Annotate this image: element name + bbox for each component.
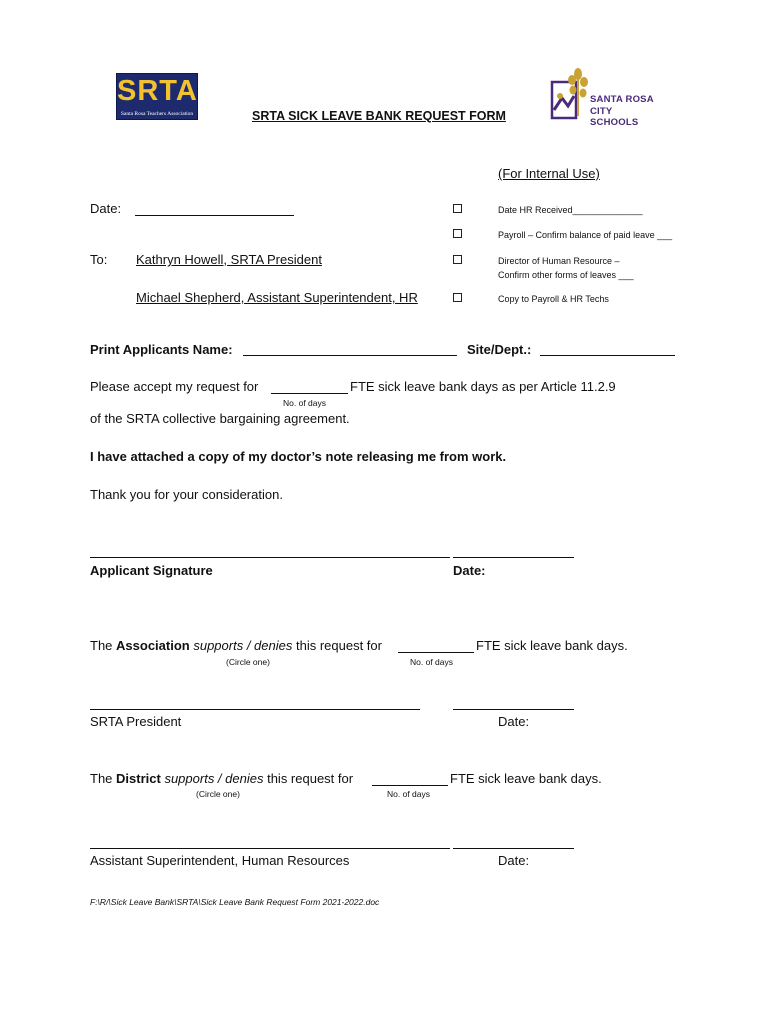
recipient-srta-president: Kathryn Howell, SRTA President <box>136 252 322 267</box>
santa-rosa-logo-line2: CITY SCHOOLS <box>590 106 639 128</box>
district-post: FTE sick leave bank days. <box>450 771 602 786</box>
srta-president-label: SRTA President <box>90 714 182 729</box>
checkbox-director-hr[interactable] <box>453 255 462 264</box>
site-dept-label: Site/Dept.: <box>467 342 532 357</box>
to-label: To: <box>90 252 108 267</box>
srta-president-date-line[interactable] <box>453 709 574 710</box>
applicant-name-field-line[interactable] <box>243 355 457 356</box>
asst-superintendent-date-label: Date: <box>498 853 530 868</box>
srta-logo-subtext: Santa Rosa Teachers Association <box>120 111 194 117</box>
doctor-note-statement: I have attached a copy of my doctor’s note releasing me from work. <box>90 449 507 464</box>
request-text-start: Please accept my request for <box>90 379 259 394</box>
form-title: SRTA SICK LEAVE BANK REQUEST FORM <box>252 109 506 123</box>
association-circle-one: (Circle one) <box>226 657 270 667</box>
district-mid: this request for <box>267 771 354 786</box>
association-post: FTE sick leave bank days. <box>476 638 628 653</box>
internal-item-director-hr: Director of Human Resource – <box>498 256 620 266</box>
request-text-line2: of the SRTA collective bargaining agreement. <box>90 411 350 426</box>
site-dept-field-line[interactable] <box>540 355 675 356</box>
asst-superintendent-label: Assistant Superintendent, Human Resources <box>90 853 350 868</box>
association-mid: this request for <box>295 638 382 653</box>
srta-logo-text: SRTA <box>117 75 198 107</box>
thank-you-text: Thank you for your consideration. <box>90 487 283 502</box>
applicant-date-line[interactable] <box>453 557 574 558</box>
checkbox-hr-received[interactable] <box>453 204 462 213</box>
association-no-of-days: No. of days <box>410 657 453 667</box>
date-field-line[interactable] <box>135 215 294 216</box>
internal-item-copy-payroll: Copy to Payroll & HR Techs <box>498 294 609 304</box>
applicant-date-label: Date: <box>453 563 486 578</box>
footer-file-path: F:\R/\Sick Leave Bank\SRTA\Sick Leave Bank Request Form 2021-2022.doc <box>90 897 380 907</box>
district-statement <box>90 771 353 786</box>
srta-president-signature-line[interactable] <box>90 709 420 710</box>
srta-president-date-label: Date: <box>498 714 530 729</box>
applicant-signature-line[interactable] <box>90 557 450 558</box>
request-text-end: FTE sick leave bank days as per Article 11.2.9 <box>350 379 616 394</box>
checkbox-payroll[interactable] <box>453 229 462 238</box>
internal-item-director-hr-line2: Confirm other forms of leaves ___ <box>498 270 634 280</box>
association-entity: Association <box>116 638 190 653</box>
association-choice[interactable]: supports / denies <box>193 638 293 653</box>
date-label: Date: <box>90 201 122 216</box>
district-entity: District <box>116 771 161 786</box>
srta-logo <box>116 73 198 120</box>
applicant-name-label: Print Applicants Name: <box>90 342 233 357</box>
santa-rosa-city-schools-logo <box>550 66 660 128</box>
district-days-field-line[interactable] <box>372 785 448 786</box>
recipient-assistant-superintendent: Michael Shepherd, Assistant Superintendent, HR <box>136 290 418 305</box>
association-pre: The <box>90 638 113 653</box>
no-of-days-caption: No. of days <box>283 398 326 408</box>
district-no-of-days: No. of days <box>387 789 430 799</box>
applicant-signature-label: Applicant Signature <box>90 563 213 578</box>
district-circle-one: (Circle one) <box>196 789 240 799</box>
internal-item-hr-received: Date HR Received______________ <box>498 205 643 215</box>
asst-superintendent-signature-line[interactable] <box>90 848 450 849</box>
asst-superintendent-date-line[interactable] <box>453 848 574 849</box>
district-pre: The <box>90 771 113 786</box>
district-choice[interactable]: supports / denies <box>164 771 264 786</box>
santa-rosa-logo-line1: SANTA ROSA <box>590 94 654 105</box>
internal-item-payroll: Payroll – Confirm balance of paid leave ___ <box>498 230 673 240</box>
association-statement <box>90 638 382 653</box>
association-days-field-line[interactable] <box>398 652 474 653</box>
checkbox-copy-payroll[interactable] <box>453 293 462 302</box>
grapevine-emblem-icon <box>550 66 590 122</box>
internal-use-heading: (For Internal Use) <box>498 166 600 181</box>
fte-days-field-line[interactable] <box>271 393 348 394</box>
